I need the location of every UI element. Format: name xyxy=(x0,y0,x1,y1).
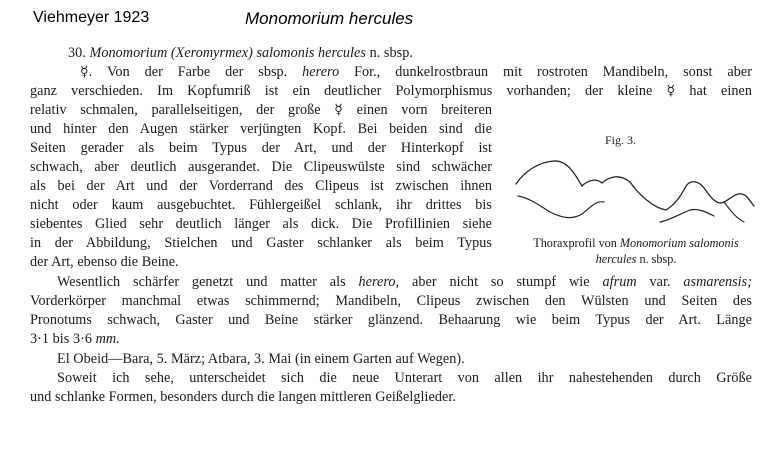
text-line-11: der Art, ebenso die Beine. xyxy=(30,254,179,270)
text-line-15: 3·1 bis 3·6 mm. xyxy=(30,331,120,347)
thorax-outline-dorsal xyxy=(516,161,754,210)
thorax-profile-figure xyxy=(510,152,760,232)
text-line-10: in der Abbildung, Stielchen und Gaster schlanker als beim Typus xyxy=(30,235,492,251)
text-line-13: Vorderkörper manchmal etwas schimmernd; Mandibeln, Clipeus zwischen den Wülsten und Seiten des xyxy=(30,293,752,309)
thorax-outline-ventral xyxy=(518,196,604,218)
text-line-14: Pronotums schwach, Gaster und Beine stärker glänzend. Behaarung wie beim Typus der Art. Länge xyxy=(30,312,752,328)
text-line-9: siebentes Glied sehr deutlich länger als dick. Die Profillinien siehe xyxy=(30,216,492,232)
text-line-18: und schlanke Formen, besonders durch die langen mittleren Geißelglieder. xyxy=(30,389,456,405)
thorax-outline-lower xyxy=(660,209,714,222)
text-line-2: ganz verschieden. Im Kopfumriß ist ein deutlicher Polymorphismus vorhanden; der kleine ☿ hat einen xyxy=(30,83,752,99)
article-status: n. sbsp. xyxy=(369,45,413,61)
text-line-12: Wesentlich schärfer genetzt und matter als herero, aber nicht so stumpf wie afrum var. asmarensis; xyxy=(57,274,753,290)
article-title xyxy=(68,44,413,62)
text-line-5: Seiten gerader als beim Typus der Art, und der Hinterkopf ist xyxy=(30,140,492,156)
thorax-outline-tip xyxy=(724,202,744,222)
text-line-3: relativ schmalen, parallelseitigen, der große ☿ einen vorn breiteren xyxy=(30,102,492,118)
article-taxon: Monomorium (Xeromyrmex) salomonis hercules xyxy=(89,45,366,61)
page-header xyxy=(0,9,781,35)
header-species-name: Monomorium hercules xyxy=(245,9,414,28)
text-line-7: als bei der Art und der Vorderrand des Clipeus ist zwischen ihnen xyxy=(30,178,492,194)
text-line-6: schwach, aber deutlich ausgerandet. Die Clipeuswülste sind schwächer xyxy=(30,159,492,175)
figure-label: Fig. 3. xyxy=(605,133,637,147)
figure-caption: Thoraxprofil von Monomorium salomonis hercules n. sbsp. xyxy=(533,236,739,266)
text-line-8: nicht oder kaum ausgebuchtet. Fühlergeißel schlank, ihr drittes bis xyxy=(30,197,492,213)
text-line-1: ☿. Von der Farbe der sbsp. herero For., dunkelrostbraun mit rostroten Mandibeln, sonst aber xyxy=(80,64,752,80)
text-line-16: El Obeid—Bara, 5. März; Atbara, 3. Mai (in einem Garten auf Wegen). xyxy=(57,351,465,367)
header-author-year: Viehmeyer 1923 xyxy=(33,9,150,26)
text-line-4: und hinter den Augen stärker verjüngten Kopf. Bei beiden sind die xyxy=(30,121,492,137)
article-number: 30. xyxy=(68,45,86,61)
text-line-17: Soweit ich sehe, unterscheidet sich die neue Unterart von allen ihr nahestehenden durch Größe xyxy=(57,370,752,386)
